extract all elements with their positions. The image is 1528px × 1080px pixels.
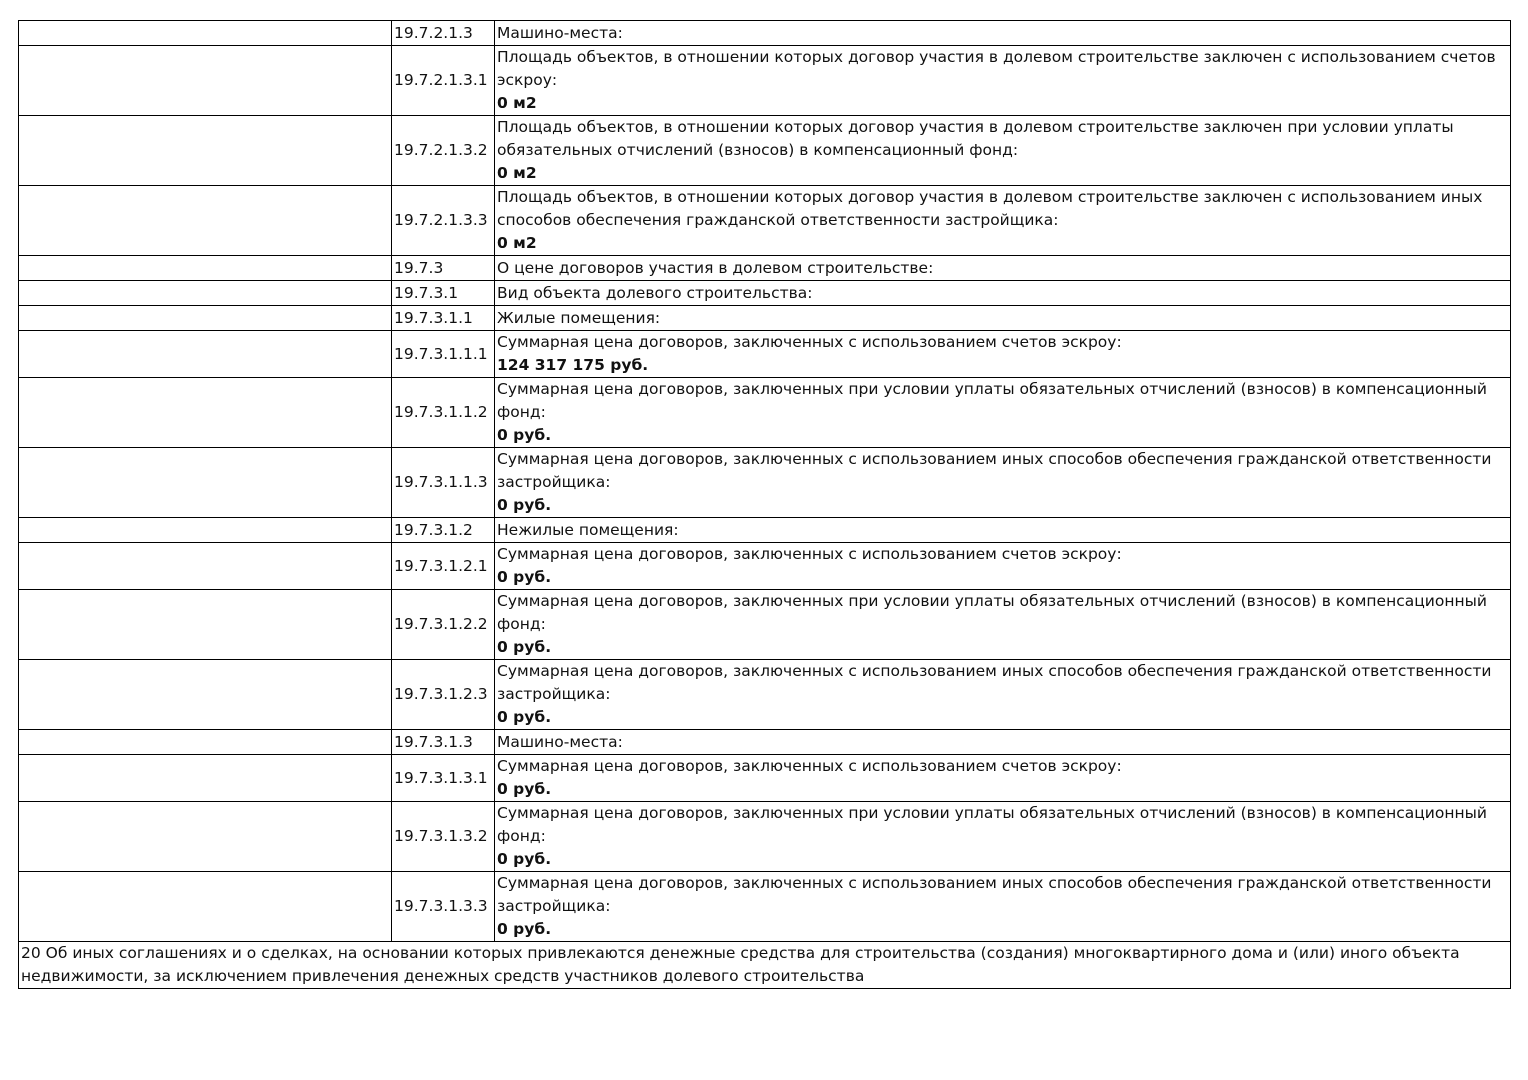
table-row xyxy=(19,378,1511,448)
section-number: 19.7.3.1.1.2 xyxy=(392,378,495,448)
section-number: 19.7.3.1.1 xyxy=(392,306,495,331)
section-number: 19.7.3 xyxy=(392,256,495,281)
section-value: 124 317 175 руб. xyxy=(497,356,649,374)
section-label: Вид объекта долевого строительства: xyxy=(497,283,813,302)
section-20-heading: 20 Об иных соглашениях и о сделках, на основании которых привлекаются денежные средства для строительства (создания) многоквартирного дома и (или) иного объекта недвижимости, за исключением привлечения денежных средств участников долевого строительства xyxy=(19,942,1511,989)
blank-cell xyxy=(19,306,392,331)
section-number: 19.7.2.1.3 xyxy=(392,21,495,46)
table-row xyxy=(19,186,1511,256)
section-text xyxy=(495,872,1511,942)
blank-cell xyxy=(19,872,392,942)
table-row xyxy=(19,46,1511,116)
section-label: Нежилые помещения: xyxy=(497,520,679,539)
section-text xyxy=(495,802,1511,872)
section-label: Суммарная цена договоров, заключенных с использованием счетов эскроу: xyxy=(497,333,1122,351)
table-row xyxy=(19,448,1511,518)
section-number: 19.7.3.1.3.2 xyxy=(392,802,495,872)
section-label: Суммарная цена договоров, заключенных при условии уплаты обязательных отчислений (взносов) в компенсационный фонд: xyxy=(497,592,1487,633)
section-number: 19.7.3.1.2.1 xyxy=(392,543,495,590)
section-label: Суммарная цена договоров, заключенных с использованием иных способов обеспечения гражданской ответственности застройщика: xyxy=(497,874,1492,915)
section-label: Суммарная цена договоров, заключенных с использованием иных способов обеспечения гражданской ответственности застройщика: xyxy=(497,662,1492,703)
section-label: Суммарная цена договоров, заключенных при условии уплаты обязательных отчислений (взносов) в компенсационный фонд: xyxy=(497,380,1487,421)
section-value: 0 руб. xyxy=(497,850,552,868)
section-label: Суммарная цена договоров, заключенных с использованием иных способов обеспечения гражданской ответственности застройщика: xyxy=(497,450,1492,491)
table-row xyxy=(19,281,1511,306)
blank-cell xyxy=(19,590,392,660)
blank-cell xyxy=(19,21,392,46)
table-row xyxy=(19,331,1511,378)
table-row xyxy=(19,872,1511,942)
section-number: 19.7.2.1.3.1 xyxy=(392,46,495,116)
section-label: Суммарная цена договоров, заключенных с использованием счетов эскроу: xyxy=(497,757,1122,775)
table-row xyxy=(19,518,1511,543)
blank-cell xyxy=(19,46,392,116)
section-value: 0 руб. xyxy=(497,568,552,586)
section-number: 19.7.3.1.1.3 xyxy=(392,448,495,518)
section-label: Машино-места: xyxy=(497,23,623,42)
table-row xyxy=(19,256,1511,281)
section-label: Суммарная цена договоров, заключенных с использованием счетов эскроу: xyxy=(497,545,1122,563)
section-number: 19.7.2.1.3.2 xyxy=(392,116,495,186)
blank-cell xyxy=(19,660,392,730)
section-text xyxy=(495,755,1511,802)
blank-cell xyxy=(19,802,392,872)
section-value: 0 м2 xyxy=(497,94,537,112)
blank-cell xyxy=(19,448,392,518)
section-value: 0 руб. xyxy=(497,780,552,798)
section-text xyxy=(495,518,1511,543)
table-row xyxy=(19,942,1511,989)
section-value: 0 м2 xyxy=(497,164,537,182)
section-number: 19.7.3.1.2 xyxy=(392,518,495,543)
section-text xyxy=(495,331,1511,378)
table-row xyxy=(19,660,1511,730)
section-text xyxy=(495,378,1511,448)
section-number: 19.7.2.1.3.3 xyxy=(392,186,495,256)
blank-cell xyxy=(19,730,392,755)
table-row xyxy=(19,730,1511,755)
blank-cell xyxy=(19,116,392,186)
table-row xyxy=(19,21,1511,46)
section-text xyxy=(495,448,1511,518)
section-number: 19.7.3.1.2.2 xyxy=(392,590,495,660)
section-label: Площадь объектов, в отношении которых договор участия в долевом строительстве заключен с использованием иных способов обеспечения гражданской ответственности застройщика: xyxy=(497,188,1483,229)
blank-cell xyxy=(19,186,392,256)
section-text xyxy=(495,281,1511,306)
section-value: 0 м2 xyxy=(497,234,537,252)
blank-cell xyxy=(19,281,392,306)
section-label: Площадь объектов, в отношении которых договор участия в долевом строительстве заключен при условии уплаты обязательных отчислений (взносов) в компенсационный фонд: xyxy=(497,118,1454,159)
table-row xyxy=(19,590,1511,660)
blank-cell xyxy=(19,518,392,543)
section-number: 19.7.3.1.3.1 xyxy=(392,755,495,802)
section-text xyxy=(495,730,1511,755)
section-text xyxy=(495,543,1511,590)
blank-cell xyxy=(19,331,392,378)
section-label: Машино-места: xyxy=(497,732,623,751)
section-value: 0 руб. xyxy=(497,920,552,938)
section-text xyxy=(495,256,1511,281)
section-value: 0 руб. xyxy=(497,638,552,656)
section-value: 0 руб. xyxy=(497,496,552,514)
section-text xyxy=(495,186,1511,256)
section-text xyxy=(495,46,1511,116)
section-number: 19.7.3.1.1.1 xyxy=(392,331,495,378)
section-number: 19.7.3.1.2.3 xyxy=(392,660,495,730)
blank-cell xyxy=(19,256,392,281)
section-number: 19.7.3.1.3 xyxy=(392,730,495,755)
table-row xyxy=(19,543,1511,590)
section-label: О цене договоров участия в долевом строительстве: xyxy=(497,258,934,277)
blank-cell xyxy=(19,543,392,590)
section-number: 19.7.3.1 xyxy=(392,281,495,306)
section-text xyxy=(495,660,1511,730)
table-body xyxy=(19,21,1511,989)
section-text xyxy=(495,306,1511,331)
section-text xyxy=(495,116,1511,186)
section-number: 19.7.3.1.3.3 xyxy=(392,872,495,942)
blank-cell xyxy=(19,378,392,448)
section-text xyxy=(495,21,1511,46)
table-row xyxy=(19,306,1511,331)
section-label: Жилые помещения: xyxy=(497,308,661,327)
section-value: 0 руб. xyxy=(497,426,552,444)
table-row xyxy=(19,116,1511,186)
section-value: 0 руб. xyxy=(497,708,552,726)
document-table xyxy=(18,20,1511,989)
section-text xyxy=(495,590,1511,660)
blank-cell xyxy=(19,755,392,802)
table-row xyxy=(19,755,1511,802)
section-label: Суммарная цена договоров, заключенных при условии уплаты обязательных отчислений (взносов) в компенсационный фонд: xyxy=(497,804,1487,845)
section-label: Площадь объектов, в отношении которых договор участия в долевом строительстве заключен с использованием счетов эскроу: xyxy=(497,48,1496,89)
table-row xyxy=(19,802,1511,872)
